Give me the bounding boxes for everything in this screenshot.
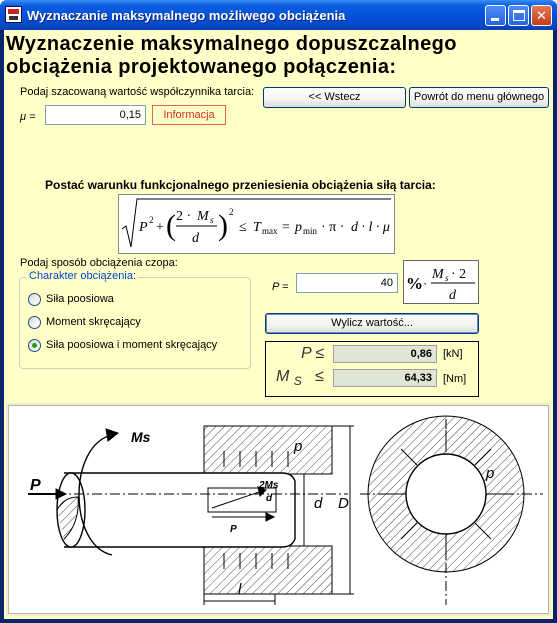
svg-text:(: ( — [166, 209, 176, 242]
svg-text:d: d — [192, 231, 199, 246]
svg-text:d · l · μ: d · l · μ — [351, 220, 390, 235]
radio-axial-force[interactable] — [28, 293, 41, 306]
friction-condition-formula — [118, 194, 395, 254]
title-bar[interactable] — [0, 0, 557, 30]
calculate-button[interactable]: Wylicz wartość... — [265, 313, 479, 334]
svg-text:· π ·: · π · — [321, 220, 345, 235]
close-icon: ✕ — [536, 8, 547, 23]
result-p-unit: [kN] — [443, 348, 463, 360]
back-button[interactable]: << Wstecz — [263, 87, 406, 108]
friction-prompt: Podaj szacowaną wartość współczynnika tarcia: — [20, 86, 255, 98]
svg-text:min: min — [303, 226, 318, 236]
result-p-value: 0,86 — [333, 345, 437, 363]
label-length-l: l — [238, 581, 242, 598]
result-m-symbol: M $_S$ ≤ — [276, 368, 324, 389]
svg-text:2: 2 — [229, 207, 234, 217]
label-diameter-D: D — [338, 495, 349, 512]
load-prompt: Podaj sposób obciążenia czopa: — [20, 257, 178, 269]
svg-text:M: M — [197, 209, 209, 224]
svg-text:·: · — [423, 276, 428, 291]
svg-text:s: s — [210, 215, 214, 225]
main-menu-button[interactable]: Powrót do menu głównego — [409, 87, 549, 108]
radio-torque-label[interactable]: Moment skręcający — [46, 316, 141, 328]
p-formula-box — [403, 260, 479, 304]
mu-label: μ = — [20, 111, 36, 123]
p-formula-graphic — [404, 261, 478, 303]
condition-title: Postać warunku funkcjonalnego przeniesienia obciążenia siłą tarcia: — [45, 178, 436, 192]
radio-axial-force-label[interactable]: Siła poosiowa — [46, 293, 114, 305]
svg-text:2 ·: 2 · — [176, 209, 192, 224]
svg-text:2: 2 — [149, 215, 154, 225]
technical-drawing — [6, 403, 551, 616]
result-m-value: 64,33 — [333, 369, 437, 387]
maximize-icon — [513, 10, 525, 21]
app-icon — [5, 6, 22, 23]
page-title-line-1: Wyznaczenie maksymalnego dopuszczalnego — [6, 33, 457, 55]
label-torque-ms: Ms — [131, 429, 151, 445]
radio-torque[interactable] — [28, 316, 41, 329]
page-title — [6, 33, 457, 79]
svg-text:· 2: · 2 — [451, 267, 467, 282]
svg-text:s: s — [445, 273, 449, 283]
result-m-unit: [Nm] — [443, 373, 467, 385]
maximize-button[interactable] — [508, 5, 529, 26]
label-fraction-denominator: d — [266, 493, 273, 504]
p-label: P = — [272, 281, 289, 293]
close-button[interactable] — [531, 5, 552, 26]
svg-text:): ) — [218, 209, 228, 242]
label-diameter-d: d — [314, 495, 323, 512]
svg-text:d: d — [449, 288, 456, 303]
drawing-graphic — [8, 405, 549, 614]
svg-text:≤: ≤ — [239, 220, 247, 235]
svg-text:max: max — [262, 226, 278, 236]
result-p-symbol: P ≤ — [301, 345, 325, 362]
minimize-button[interactable] — [485, 5, 506, 26]
radio-axial-and-torque-label[interactable]: Siła poosiowa i moment skręcający — [46, 339, 218, 351]
svg-text:=: = — [282, 220, 290, 235]
svg-text:P: P — [139, 220, 148, 235]
window-title: Wyznaczanie maksymalnego możliwego obciążenia — [27, 8, 346, 23]
label-force-p: P — [30, 477, 41, 494]
page-title-line-2: obciążenia projektowanego połączenia: — [6, 56, 397, 78]
minimize-icon — [491, 18, 499, 21]
friction-coefficient-input[interactable]: 0,15 — [45, 105, 146, 125]
svg-text:p: p — [295, 220, 302, 235]
label-pressure-p: p — [294, 438, 303, 455]
label-fraction-numerator: 2Ms — [259, 480, 279, 491]
label-pressure-section: p — [486, 465, 495, 482]
formula-graphic — [119, 195, 394, 253]
load-type-legend: Charakter obciążenia: — [29, 270, 137, 282]
svg-text:T: T — [253, 220, 261, 235]
svg-text:%: % — [406, 274, 423, 293]
p-input[interactable]: 40 — [296, 273, 398, 293]
svg-text:M: M — [432, 267, 444, 282]
info-button[interactable]: Informacja — [152, 105, 226, 125]
svg-text:+: + — [156, 220, 164, 235]
radio-axial-and-torque[interactable] — [28, 339, 41, 352]
label-inner-force: P — [230, 524, 237, 535]
